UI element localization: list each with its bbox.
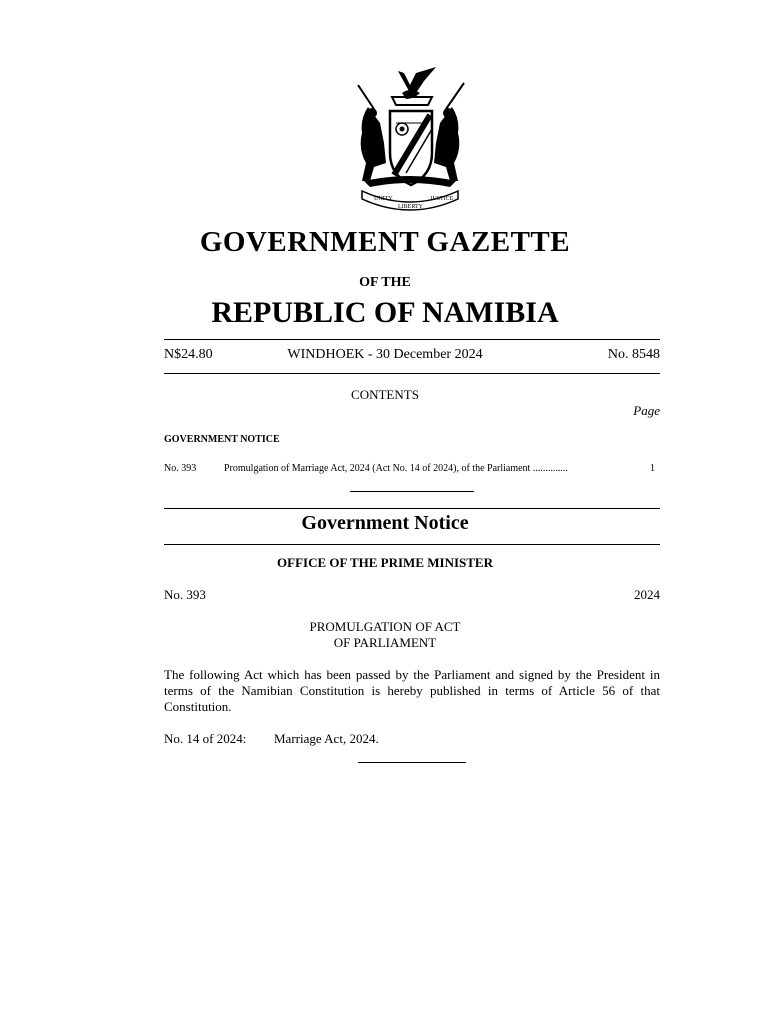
motto-justice: JUSTICE [430, 196, 454, 202]
contents-heading: CONTENTS [351, 387, 419, 402]
contents-separator [350, 491, 474, 492]
gazette-title: GOVERNMENT GAZETTE [199, 226, 571, 258]
notice-body: The following Act which has been passed by the Parliament and signed by the President in terms of the Namibian Constitution is hereby published in terms of Article 56 of that Constitution. [164, 667, 660, 714]
notice-heading: Government Notice [301, 512, 469, 534]
act-number: No. 14 of 2024: [164, 731, 247, 746]
toc-item-no: No. 393 [164, 463, 197, 474]
notice-number: No. 393 [164, 587, 206, 602]
toc-item-page: 1 [650, 463, 655, 474]
notice-title-line2: OF PARLIAMENT [333, 635, 437, 650]
header-top-rule [164, 339, 660, 340]
notice-bottom-rule [164, 544, 660, 545]
issue-number: No. 8548 [607, 347, 660, 362]
notice-top-rule [164, 508, 660, 509]
motto-liberty: LIBERTY [398, 204, 423, 210]
notice-title [0, 619, 770, 651]
header-bottom-rule [164, 373, 660, 374]
office-heading: OFFICE OF THE PRIME MINISTER [277, 555, 493, 570]
republic-title: REPUBLIC OF NAMIBIA [211, 296, 559, 329]
page-label: Page [633, 403, 660, 418]
of-the-label: OF THE [359, 275, 411, 290]
place-date: WINDHOEK - 30 December 2024 [287, 347, 483, 362]
notice-title-line1: PROMULGATION OF ACT [309, 619, 461, 634]
price: N$24.80 [164, 347, 213, 362]
act-name: Marriage Act, 2024. [274, 731, 379, 746]
end-separator [358, 762, 466, 763]
toc-item-text: Promulgation of Marriage Act, 2024 (Act No. 14 of 2024), of the Parliament .............. [224, 463, 568, 474]
notice-year: 2024 [634, 587, 660, 602]
contents-section-label: GOVERNMENT NOTICE [164, 434, 280, 445]
motto-unity: UNITY [374, 196, 393, 202]
namibia-coat-of-arms-icon [340, 63, 480, 215]
